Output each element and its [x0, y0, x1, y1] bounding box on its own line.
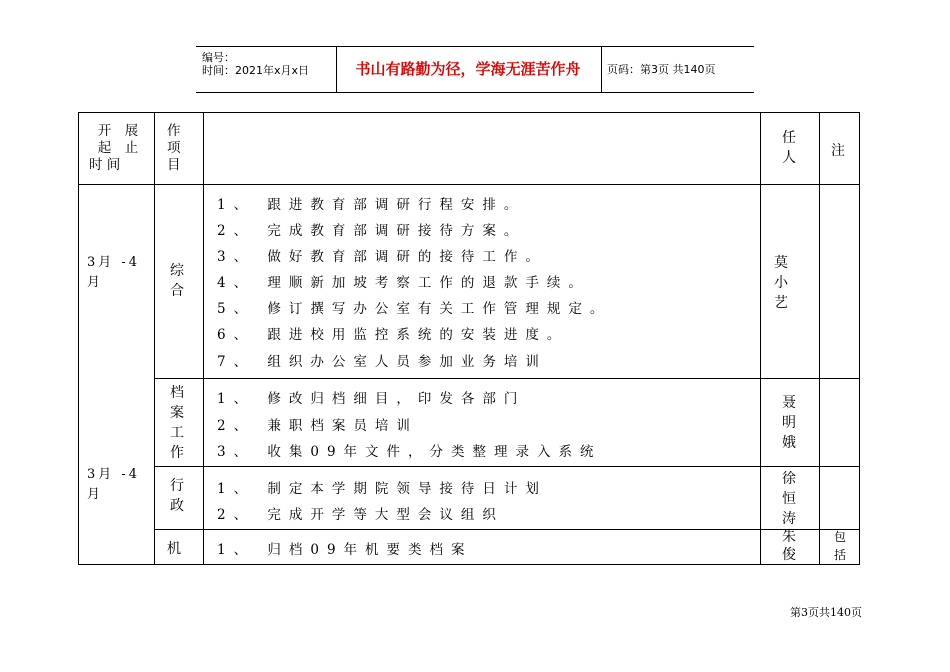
date-cell: 3月 -4 月: [87, 467, 141, 502]
header-divider: [601, 47, 602, 92]
task-item: 3、 做好教育部调研的接待工作。: [217, 249, 547, 265]
header-note: 注: [831, 143, 845, 159]
project-cell: 综 合: [170, 263, 184, 299]
document-header: [196, 46, 754, 93]
task-item: 1、 归档09年机要类档案: [217, 542, 473, 558]
project-cell: 档 案 工 作: [170, 385, 184, 461]
schedule-table: [78, 112, 860, 565]
row-divider: [154, 529, 859, 530]
task-item: 3、 收集09年文件，分类整理录入系统: [217, 444, 602, 460]
project-cell: 行 政: [170, 478, 184, 514]
col-divider: [154, 113, 155, 564]
task-item: 5、 修订撰写办公室有关工作管理规定。: [217, 301, 612, 317]
person-cell: 聂 明 娥: [782, 395, 796, 451]
col-divider: [203, 113, 204, 564]
header-date: 开 展 起 止 时 间: [89, 123, 139, 173]
person-cell: 莫 小 艺: [774, 255, 788, 311]
task-item: 2、 兼职档案员培训: [217, 418, 418, 434]
row-divider: [154, 378, 859, 379]
time-label: 时间：2021年x月x日: [202, 64, 310, 77]
page-label: 页码：第3页 共140页: [607, 63, 716, 76]
code-label: 编号：: [202, 51, 235, 64]
row-divider: [79, 184, 859, 185]
header-person: 任 人: [782, 130, 796, 166]
header-project: 作 项 目: [167, 123, 181, 173]
page-footer: 第3页共140页: [790, 606, 862, 619]
row-divider: [154, 466, 859, 467]
note-cell: 包 括: [833, 530, 846, 562]
task-item: 1、 修改归档细目，印发各部门: [217, 391, 526, 407]
task-item: 1、 跟进教育部调研行程安排。: [217, 197, 526, 213]
person-cell: 徐 恒 涛: [782, 471, 796, 527]
person-cell: 朱 俊: [782, 529, 796, 563]
task-item: 6、 跟进校用监控系统的安装进度。: [217, 327, 569, 343]
col-divider: [819, 113, 820, 564]
task-item: 1、 制定本学期院领导接待日计划: [217, 481, 547, 497]
project-cell: 机: [167, 541, 181, 557]
date-cell: 3月 -4 月: [87, 255, 141, 290]
task-item: 2、 完成教育部调研接待方案。: [217, 223, 526, 239]
col-divider: [760, 113, 761, 564]
task-item: 2、 完成开学等大型会议组织: [217, 507, 504, 523]
task-item: 4、 理顺新加坡考察工作的退款手续。: [217, 275, 590, 291]
task-item: 7、 组织办公室人员参加业务培训: [217, 354, 547, 370]
motto: 书山有路勤为径，学海无涯苦作舟: [355, 60, 581, 78]
header-meta: [196, 47, 336, 92]
